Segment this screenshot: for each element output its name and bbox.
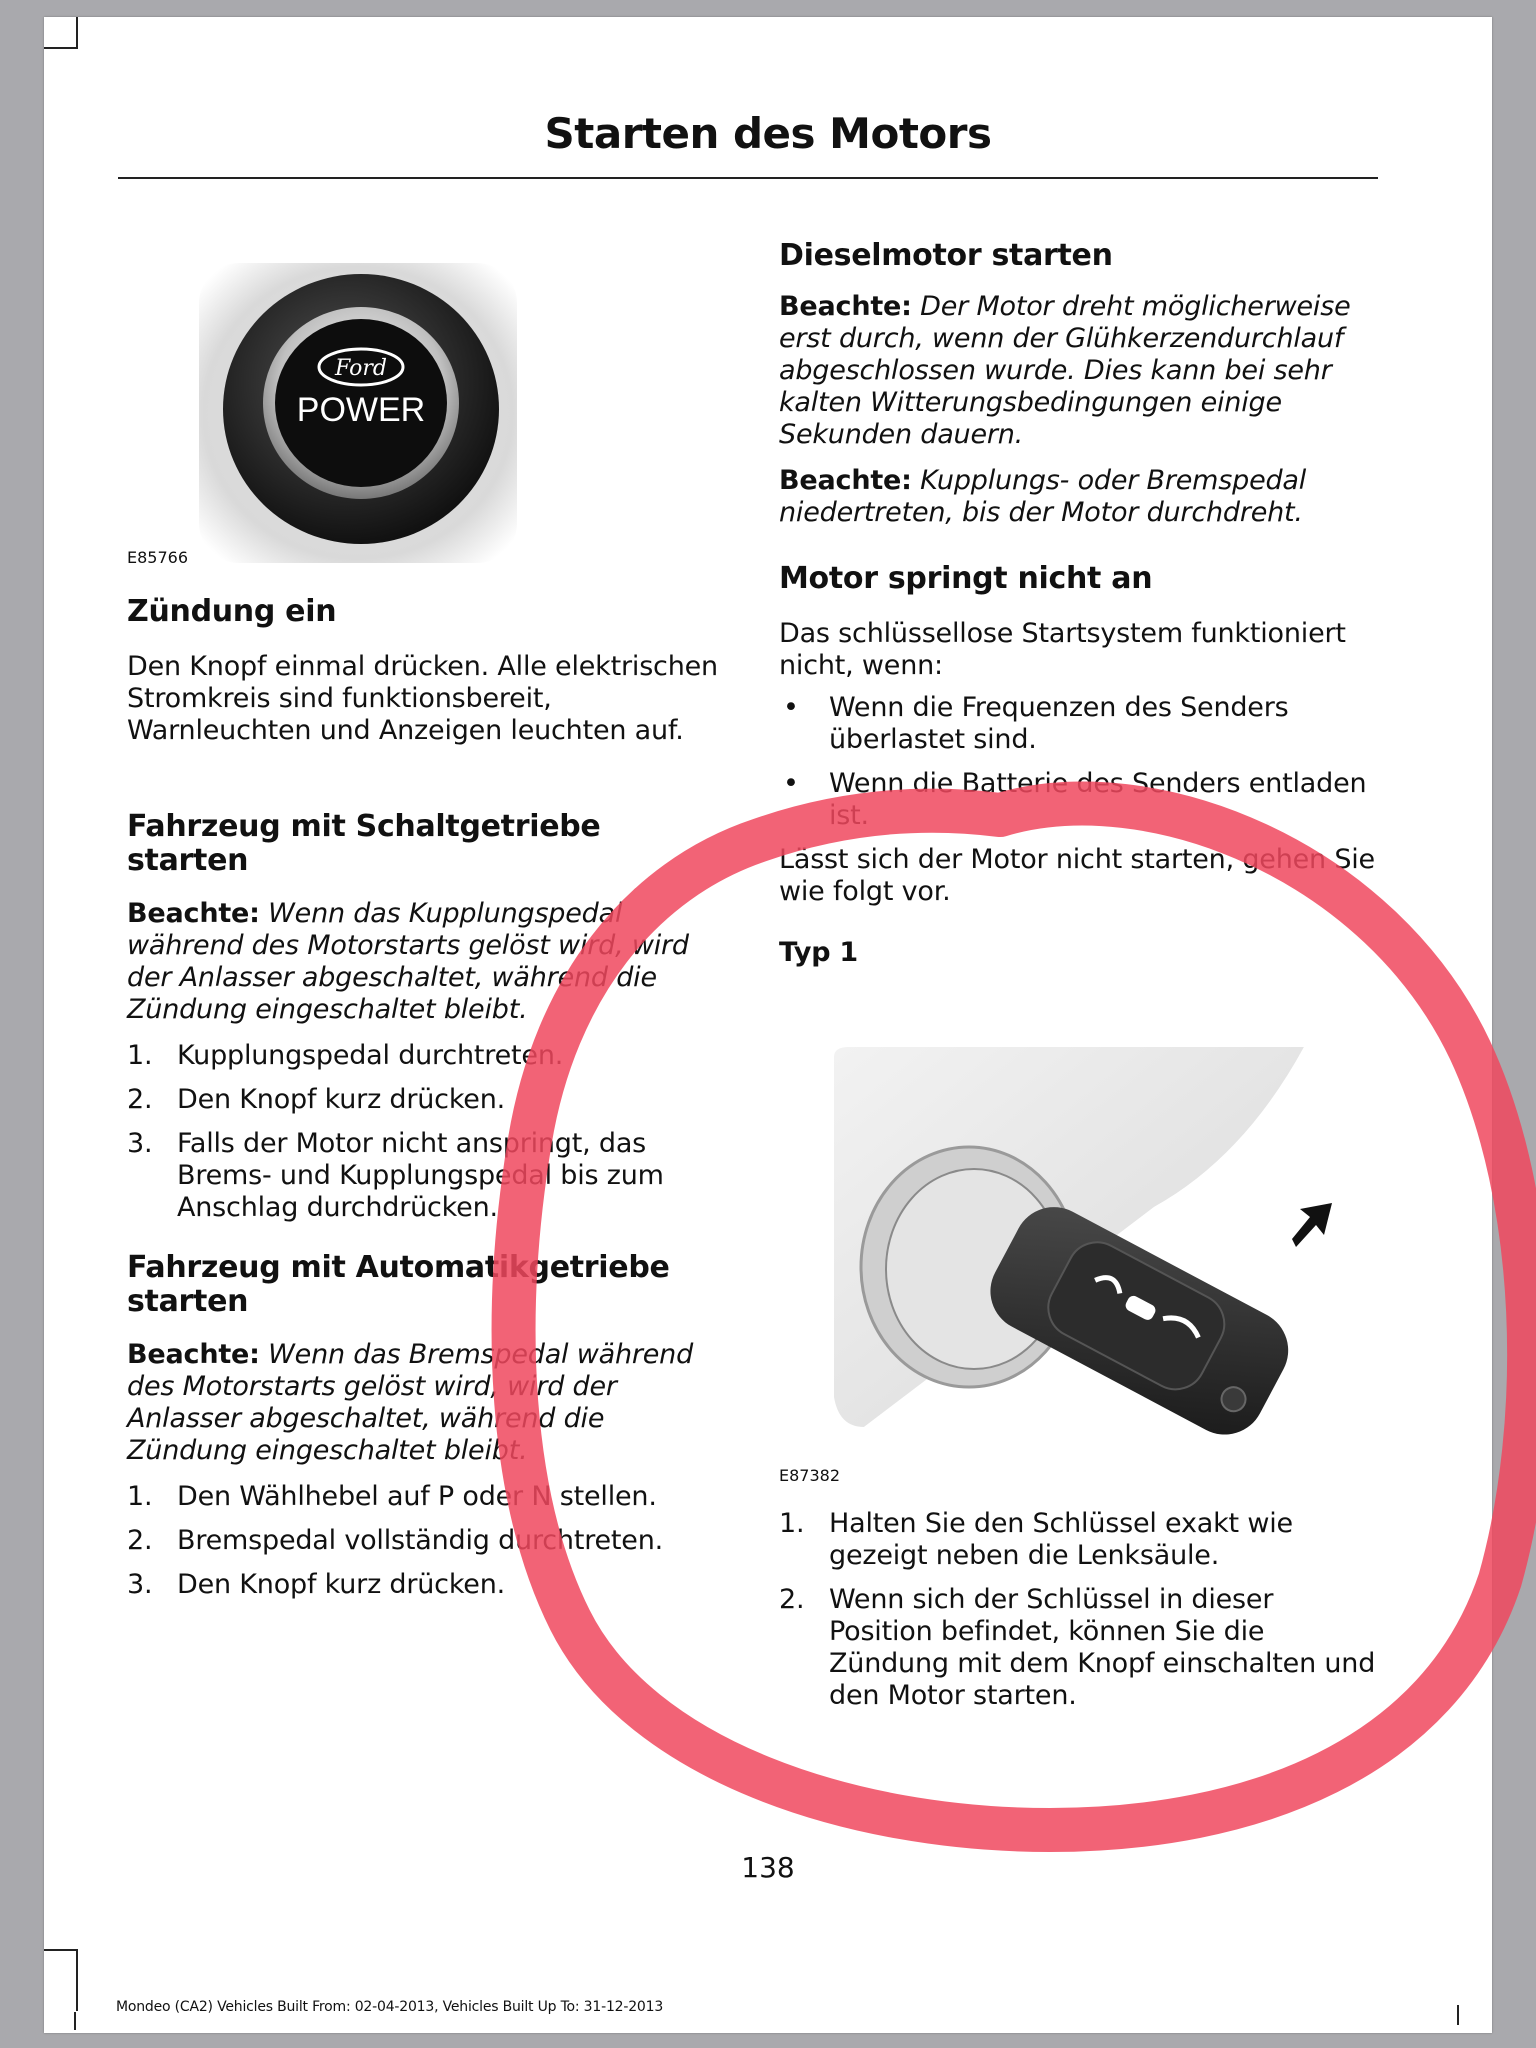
crop-mark-bottom-left-tick bbox=[74, 2012, 76, 2030]
note-text: Wenn das Kupplungspedal während des Motorstarts gelöst wird, wird der Anlasser abgeschaltet, während die Zündung eingeschaltet bleibt. bbox=[127, 898, 689, 1025]
crop-mark-bottom-right bbox=[1457, 2005, 1459, 2025]
crop-mark-top-left bbox=[44, 17, 78, 49]
image-code: E85766 bbox=[127, 548, 189, 567]
list-item bbox=[127, 1481, 727, 1513]
key-fob-image bbox=[824, 1037, 1349, 1457]
list-item bbox=[127, 1084, 727, 1116]
note-label: Beachte: bbox=[779, 291, 912, 322]
note-text: Kupplungs- oder Bremspedal niedertreten, bis der Motor durchdreht. bbox=[779, 465, 1307, 528]
manual-page bbox=[44, 17, 1492, 2033]
section-automatic bbox=[127, 1251, 727, 1601]
list-item bbox=[779, 768, 1379, 832]
list-item bbox=[779, 1584, 1379, 1712]
step-number: 1. bbox=[127, 1040, 153, 1071]
step-number: 3. bbox=[127, 1128, 153, 1159]
section-no-start bbox=[779, 562, 1379, 970]
step-number: 1. bbox=[127, 1481, 153, 1512]
step-list bbox=[127, 1481, 727, 1601]
subheading-type1: Typ 1 bbox=[779, 937, 858, 968]
step-text: Bremspedal vollständig durchtreten. bbox=[177, 1525, 664, 1556]
page-title: Starten des Motors bbox=[544, 109, 992, 158]
note-text: Wenn das Bremspedal während des Motorstarts gelöst wird, wird der Anlasser abgeschaltet, während die Zündung eingeschaltet bleibt. bbox=[127, 1339, 694, 1466]
note-label: Beachte: bbox=[127, 1339, 260, 1370]
step-list bbox=[779, 1508, 1379, 1712]
page-number: 138 bbox=[741, 1851, 795, 1884]
image-code: E87382 bbox=[779, 1466, 841, 1485]
step-number: 1. bbox=[779, 1508, 805, 1539]
bullet-mark: • bbox=[783, 692, 799, 723]
bullet-list bbox=[779, 692, 1379, 832]
section-diesel bbox=[779, 239, 1379, 529]
crop-mark-bottom-left bbox=[44, 1949, 78, 2011]
note bbox=[779, 291, 1379, 451]
note-label: Beachte: bbox=[127, 898, 260, 929]
step-text: Den Wählhebel auf P oder N stellen. bbox=[177, 1481, 657, 1512]
note bbox=[127, 898, 727, 1026]
step-text: Kupplungspedal durchtreten. bbox=[177, 1040, 564, 1071]
step-text: Den Knopf kurz drücken. bbox=[177, 1569, 506, 1600]
footer-text: Mondeo (CA2) Vehicles Built From: 02-04-2013, Vehicles Built Up To: 31-12-2013 bbox=[116, 1999, 664, 2015]
note-label: Beachte: bbox=[779, 465, 912, 496]
list-item bbox=[127, 1040, 727, 1072]
section-heading: Fahrzeug mit Schaltgetriebe starten bbox=[127, 809, 601, 878]
note bbox=[779, 465, 1379, 529]
list-item bbox=[779, 1508, 1379, 1572]
section-text: Das schlüssellose Startsystem funktioniert nicht, wenn: bbox=[779, 618, 1346, 681]
note bbox=[127, 1339, 727, 1467]
section-text: Den Knopf einmal drücken. Alle elektrischen Stromkreis sind funktionsbereit, Warnleuchten und Anzeigen leuchten auf. bbox=[127, 651, 718, 746]
section-text: Lässt sich der Motor nicht starten, gehen Sie wie folgt vor. bbox=[779, 844, 1375, 907]
bullet-text: Wenn die Batterie des Senders entladen ist. bbox=[829, 768, 1367, 831]
section-manual bbox=[127, 810, 727, 1224]
list-item bbox=[779, 692, 1379, 756]
note-text: Der Motor dreht möglicherweise erst durch, wenn der Glühkerzendurchlauf abgeschlossen wurde. Dies kann bei sehr kalten Witterungsbedingungen einige Sekunden dauern. bbox=[779, 291, 1351, 450]
step-text: Den Knopf kurz drücken. bbox=[177, 1084, 506, 1115]
section-heading: Dieselmotor starten bbox=[779, 238, 1113, 273]
bullet-mark: • bbox=[783, 768, 799, 799]
bullet-text: Wenn die Frequenzen des Senders überlastet sind. bbox=[829, 692, 1289, 755]
step-text: Wenn sich der Schlüssel in dieser Position befindet, können Sie die Zündung mit dem Knopf einschalten und den Motor starten. bbox=[829, 1584, 1376, 1711]
power-button-image bbox=[199, 263, 517, 563]
power-button-label: POWER bbox=[296, 391, 426, 429]
step-number: 2. bbox=[127, 1525, 153, 1556]
step-text: Halten Sie den Schlüssel exakt wie gezeigt neben die Lenksäule. bbox=[829, 1508, 1293, 1571]
power-button-brand: Ford bbox=[335, 356, 387, 381]
section-heading: Motor springt nicht an bbox=[779, 561, 1153, 596]
step-text: Falls der Motor nicht anspringt, das Brems- und Kupplungspedal bis zum Anschlag durchdrücken. bbox=[177, 1128, 664, 1223]
title-divider bbox=[118, 177, 1378, 179]
step-number: 2. bbox=[779, 1584, 805, 1615]
step-number: 3. bbox=[127, 1569, 153, 1600]
list-item bbox=[127, 1525, 727, 1557]
step-list bbox=[127, 1040, 727, 1224]
list-item bbox=[127, 1569, 727, 1601]
section-heading: Zündung ein bbox=[127, 594, 337, 629]
section-ignition bbox=[127, 595, 727, 747]
step-number: 2. bbox=[127, 1084, 153, 1115]
section-heading: Fahrzeug mit Automatikgetriebe starten bbox=[127, 1250, 670, 1319]
list-item bbox=[127, 1128, 727, 1224]
